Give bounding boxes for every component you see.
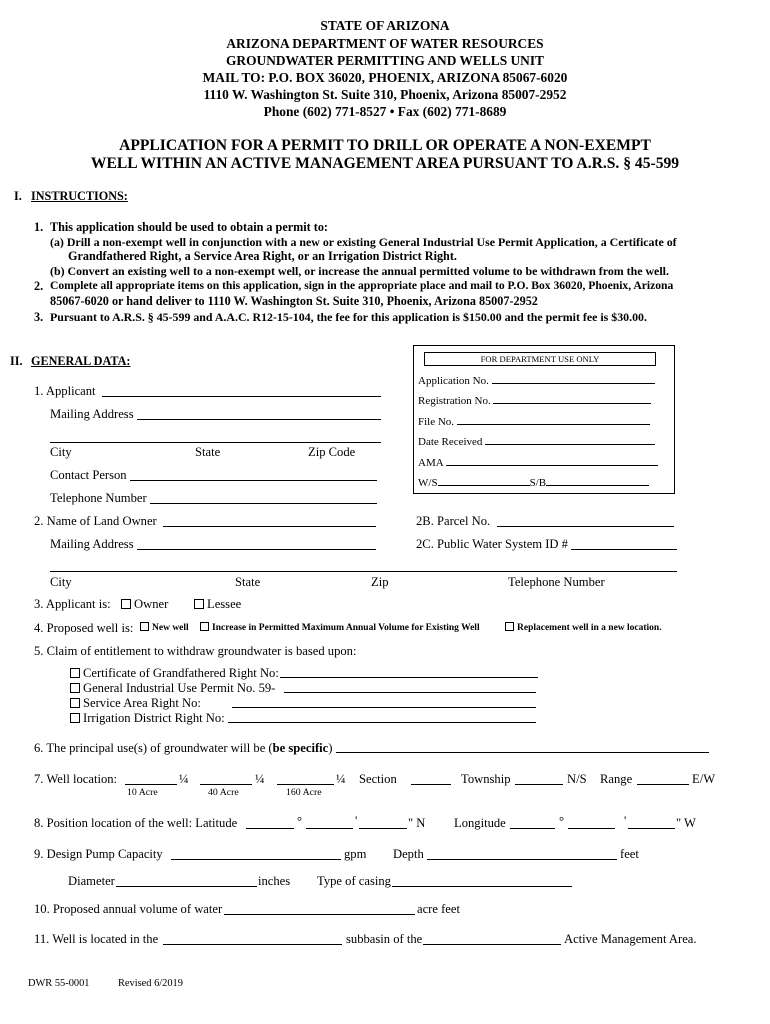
- pump-capacity-field[interactable]: [171, 859, 341, 860]
- annual-volume-field[interactable]: [224, 914, 415, 915]
- section-ii-heading: GENERAL DATA:: [31, 354, 131, 368]
- section-label: Section: [359, 772, 397, 786]
- diameter-field[interactable]: [116, 886, 257, 887]
- claim-label: 5. Claim of entitlement to withdraw groundwater is based upon:: [34, 644, 357, 658]
- ama-field[interactable]: [446, 453, 658, 466]
- quarter-40-symbol: ¼: [255, 772, 265, 786]
- mailing-address-label: Mailing Address: [50, 407, 134, 421]
- acre-10-label: 10 Acre: [127, 787, 158, 798]
- application-no-field[interactable]: [492, 371, 655, 384]
- subbasin-label: subbasin of the: [346, 932, 423, 946]
- gpm-label: gpm: [344, 847, 367, 861]
- dept-ws-sb: W/S S/B: [418, 473, 649, 489]
- instruction-2-num: 2.: [34, 279, 44, 293]
- township-label: Township: [461, 772, 511, 786]
- dept-date-received: Date Received: [418, 432, 655, 448]
- instruction-1-num: 1.: [34, 220, 44, 234]
- agency-phone: Phone (602) 771-8527 • Fax (602) 771-8689: [263, 104, 507, 119]
- registration-no-field[interactable]: [493, 391, 651, 404]
- dept-file-no: File No.: [418, 412, 650, 428]
- agency-street: 1110 W. Washington St. Suite 310, Phoenix, Arizona 85007-2952: [203, 87, 567, 102]
- casing-label: Type of casing: [317, 874, 391, 888]
- new-well-checkbox[interactable]: [140, 622, 149, 631]
- land-owner-field[interactable]: [163, 526, 376, 527]
- section-ii-numeral: II.: [10, 354, 23, 368]
- quarter-10-field[interactable]: [125, 784, 177, 785]
- owner-option[interactable]: Owner: [121, 597, 168, 612]
- agency-name: ARIZONA DEPARTMENT OF WATER RESOURCES: [226, 36, 544, 51]
- instruction-1: This application should be used to obtain a permit to:: [50, 220, 328, 234]
- contact-person-field[interactable]: [130, 480, 377, 481]
- subbasin-field[interactable]: [163, 944, 342, 945]
- position-label: 8. Position location of the well: Latitude: [34, 816, 238, 830]
- lon-w-label: " W: [676, 816, 696, 830]
- giu-checkbox[interactable]: [70, 683, 80, 693]
- instruction-1a: (a) Drill a non-exempt well in conjunction with a new or existing General Industrial Use Permit Application, a Certificate of: [50, 235, 677, 249]
- department-use-heading: FOR DEPARTMENT USE ONLY: [424, 352, 656, 366]
- lon-deg-field[interactable]: [510, 828, 555, 829]
- quarter-160-symbol: ¼: [336, 772, 346, 786]
- idr-option[interactable]: Irrigation District Right No:: [70, 711, 225, 726]
- land-owner-label: 2. Name of Land Owner: [34, 514, 157, 528]
- agency-state: STATE OF ARIZONA: [320, 18, 450, 33]
- lon-deg-symbol: °: [559, 814, 565, 828]
- diameter-label: Diameter: [68, 874, 115, 888]
- acre-feet-label: acre feet: [417, 902, 460, 916]
- acre-160-label: 160 Acre: [286, 787, 322, 798]
- lat-sec-field[interactable]: [359, 828, 407, 829]
- contact-person-label: Contact Person: [50, 468, 127, 482]
- parcel-label: 2B. Parcel No.: [416, 514, 491, 528]
- owner-address-line2-field[interactable]: [50, 571, 677, 572]
- sar-checkbox[interactable]: [70, 698, 80, 708]
- replacement-option[interactable]: Replacement well in a new location.: [505, 622, 662, 633]
- section-i-heading: INSTRUCTIONS:: [31, 189, 128, 203]
- increase-checkbox[interactable]: [200, 622, 209, 631]
- inches-label: inches: [258, 874, 291, 888]
- form-title-line2: WELL WITHIN AN ACTIVE MANAGEMENT AREA PURSUANT TO A.R.S. § 45-599: [90, 155, 680, 172]
- quarter-10-symbol: ¼: [179, 772, 189, 786]
- sb-field[interactable]: [546, 473, 649, 486]
- range-label: Range: [600, 772, 633, 786]
- replacement-checkbox[interactable]: [505, 622, 514, 631]
- dept-registration-no: Registration No.: [418, 391, 651, 407]
- owner-checkbox[interactable]: [121, 599, 131, 609]
- sar-field[interactable]: [232, 707, 536, 708]
- revision-date: Revised 6/2019: [118, 978, 183, 989]
- lat-min-symbol: ': [355, 814, 358, 828]
- annual-volume-label: 10. Proposed annual volume of water: [34, 902, 223, 916]
- owner-telephone-label: Telephone Number: [508, 575, 605, 589]
- cert-field[interactable]: [280, 677, 538, 678]
- file-no-field[interactable]: [457, 412, 650, 425]
- quarter-40-field[interactable]: [200, 784, 252, 785]
- instruction-3-num: 3.: [34, 310, 44, 324]
- agency-unit: GROUNDWATER PERMITTING AND WELLS UNIT: [226, 53, 544, 68]
- mailing-address-field[interactable]: [137, 419, 381, 420]
- owner-mailing-address-label: Mailing Address: [50, 537, 134, 551]
- giu-field[interactable]: [284, 692, 536, 693]
- instruction-2: Complete all appropriate items on this application, sign in the appropriate place and mail to P.O. Box 36020, Phoenix, Arizona: [50, 279, 674, 292]
- ama-label: Active Management Area.: [564, 932, 697, 946]
- sar-option[interactable]: Service Area Right No:: [70, 696, 201, 711]
- ns-label: N/S: [567, 772, 587, 786]
- telephone-field[interactable]: [150, 503, 377, 504]
- lat-n-label: " N: [408, 816, 426, 830]
- quarter-160-field[interactable]: [277, 784, 334, 785]
- telephone-label: Telephone Number: [50, 491, 147, 505]
- department-use-box: [413, 345, 675, 494]
- section-i-numeral: I.: [14, 189, 22, 203]
- owner-mailing-address-field[interactable]: [137, 549, 376, 550]
- public-water-field[interactable]: [571, 549, 677, 550]
- idr-checkbox[interactable]: [70, 713, 80, 723]
- owner-city-label: City: [50, 575, 72, 589]
- idr-field[interactable]: [228, 722, 536, 723]
- proposed-well-label: 4. Proposed well is:: [34, 621, 134, 635]
- parcel-field[interactable]: [497, 526, 674, 527]
- zip-code-label: Zip Code: [308, 445, 356, 459]
- city-label: City: [50, 445, 72, 459]
- depth-field[interactable]: [427, 859, 617, 860]
- dept-application-no: Application No.: [418, 371, 655, 387]
- lat-deg-symbol: °: [297, 814, 303, 828]
- public-water-label: 2C. Public Water System ID #: [416, 537, 568, 551]
- giu-option[interactable]: General Industrial Use Permit No. 59-: [70, 681, 275, 696]
- acre-40-label: 40 Acre: [208, 787, 239, 798]
- applicant-field[interactable]: [102, 396, 381, 397]
- ws-field[interactable]: [438, 473, 530, 486]
- ew-label: E/W: [692, 772, 716, 786]
- form-number: DWR 55-0001: [28, 978, 90, 989]
- cert-checkbox[interactable]: [70, 668, 80, 678]
- lon-min-field[interactable]: [568, 828, 615, 829]
- owner-zip-label: Zip: [371, 575, 389, 589]
- lessee-option[interactable]: Lessee: [194, 597, 241, 612]
- lat-min-field[interactable]: [306, 828, 353, 829]
- principal-use-field[interactable]: [336, 752, 709, 753]
- section-field[interactable]: [411, 784, 451, 785]
- feet-label: feet: [620, 847, 639, 861]
- owner-state-label: State: [235, 575, 261, 589]
- lat-deg-field[interactable]: [246, 828, 294, 829]
- state-label: State: [195, 445, 221, 459]
- cert-option[interactable]: Certificate of Grandfathered Right No:: [70, 666, 279, 681]
- casing-field[interactable]: [392, 886, 572, 887]
- applicant-is-label: 3. Applicant is:: [34, 597, 111, 611]
- instruction-1a-cont: Grandfathered Right, a Service Area Right, or an Irrigation District Right.: [68, 249, 457, 263]
- new-well-option[interactable]: New well: [140, 622, 189, 633]
- range-field[interactable]: [637, 784, 689, 785]
- principal-use-label: 6. The principal use(s) of groundwater will be (be specific): [34, 741, 333, 755]
- located-in-label: 11. Well is located in the: [34, 932, 159, 946]
- pump-capacity-label: 9. Design Pump Capacity: [34, 847, 163, 861]
- agency-mail: MAIL TO: P.O. BOX 36020, PHOENIX, ARIZONA 85067-6020: [202, 70, 568, 85]
- longitude-label: Longitude: [454, 816, 506, 830]
- date-received-field[interactable]: [485, 432, 655, 445]
- lon-min-symbol: ': [624, 814, 627, 828]
- increase-option[interactable]: Increase in Permitted Maximum Annual Volume for Existing Well: [200, 622, 480, 633]
- lon-sec-field[interactable]: [628, 828, 675, 829]
- applicant-label: 1. Applicant: [34, 384, 96, 398]
- instruction-3: Pursuant to A.R.S. § 45-599 and A.A.C. R12-15-104, the fee for this application is $150.00 and the permit fee is $30.00.: [50, 310, 647, 324]
- address-line2-field[interactable]: [50, 442, 381, 443]
- instruction-2-cont: 85067-6020 or hand deliver to 1110 W. Washington St. Suite 310, Phoenix, Arizona 85007-2952: [50, 294, 538, 308]
- depth-label: Depth: [393, 847, 424, 861]
- instruction-1b: (b) Convert an existing well to a non-exempt well, or increase the annual permitted volume to be withdrawn from the well.: [50, 264, 669, 278]
- township-field[interactable]: [515, 784, 563, 785]
- lessee-checkbox[interactable]: [194, 599, 204, 609]
- well-location-label: 7. Well location:: [34, 772, 118, 786]
- form-title-line1: APPLICATION FOR A PERMIT TO DRILL OR OPERATE A NON-EXEMPT: [119, 137, 651, 154]
- ama-name-field[interactable]: [423, 944, 561, 945]
- dept-ama: AMA: [418, 453, 658, 469]
